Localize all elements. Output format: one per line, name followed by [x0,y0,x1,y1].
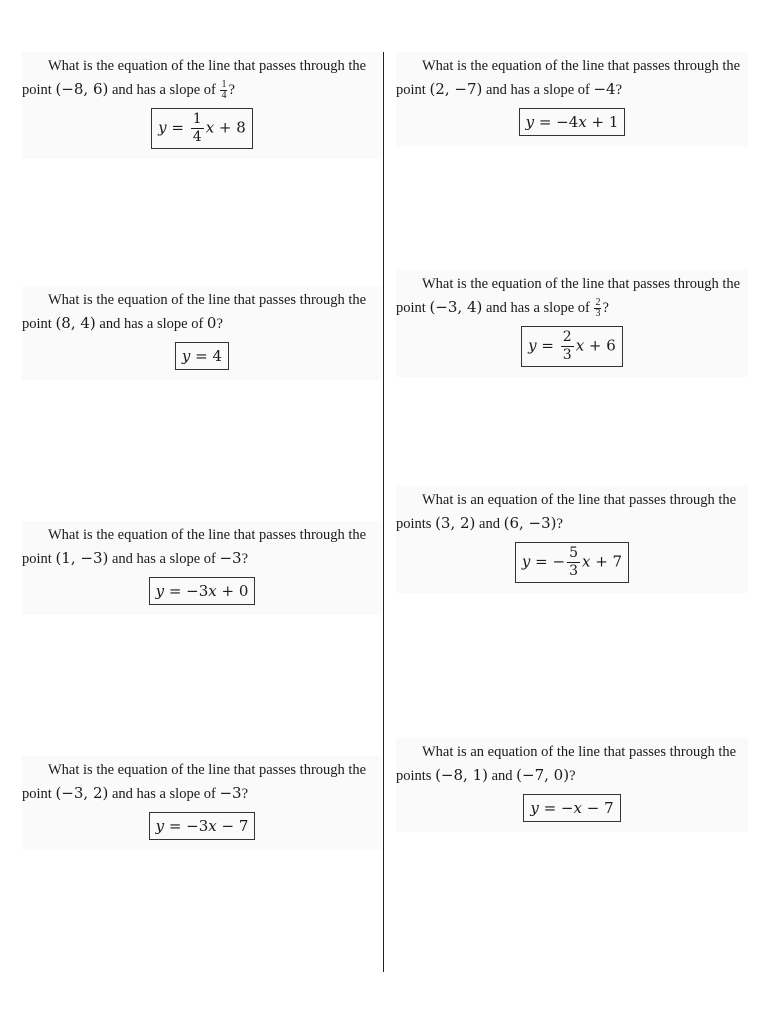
point-value: (−3, 2) [55,784,109,802]
point-value: (−8, 6) [55,80,109,98]
answer-box: y = −4x + 1 [519,108,626,136]
slope-fraction: $\frac{2}{3}$ [595,296,601,319]
problem-card [22,756,382,850]
question-text: What is an equation of the line that passes through the points (−8, 1) and (−7, 0)? [396,744,737,784]
problem-card [396,52,748,146]
answer-fraction: $\frac{5}{3}$ [569,545,578,579]
problem-card [396,270,748,377]
problem-card [22,521,382,615]
problem-card [22,286,382,380]
answer-box: y = 4 [175,342,229,370]
point-value: (6, −3) [503,514,557,532]
answer-fraction: $\frac{2}{3}$ [562,329,572,363]
slope-value: −3 [219,784,242,802]
question-text: What is the equation of the line that passes through the point (2, −7) and has a slope of −4? [396,58,741,98]
question-text: What is the equation of the line that passes through the point (−3, 4) and has a slope of $\frac{2}{3}$ ? [396,276,741,319]
question-text: What is the equation of the line that passes through the point (8, 4) and has a slope of 0? [22,292,367,332]
problem-card [396,738,748,832]
question-text: What is an equation of the line that passes through the points (3, 2) and (6, −3)? [396,492,737,532]
slope-value: −4 [593,80,616,98]
answer-box: y = $\frac{1}{4}$ x + 8 [151,108,253,149]
question-text: What is the equation of the line that passes through the point (1, −3) and has a slope of −3? [22,527,367,567]
problem-card [22,52,382,159]
answer-box: y = − $\frac{5}{3}$ x + 7 [515,542,629,583]
question-text: What is the equation of the line that passes through the point (−3, 2) and has a slope of −3? [22,762,367,802]
point-value: (8, 4) [55,314,96,332]
answer-box: y = $\frac{2}{3}$ x + 6 [521,326,623,367]
point-value: (1, −3) [55,549,109,567]
question-text: What is the equation of the line that passes through the point (−8, 6) and has a slope of $\frac{1}{4}$ ? [22,58,367,101]
point-value: (−8, 1) [435,766,488,784]
point-value: (−7, 0) [516,766,570,784]
answer-box: y = −3x + 0 [149,577,256,605]
slope-value: −3 [219,549,242,567]
answer-box: y = −3x − 7 [149,812,256,840]
answer-fraction: $\frac{1}{4}$ [192,111,202,145]
column-divider [383,52,384,972]
answer-box: y = −x − 7 [523,794,620,822]
slope-fraction: $\frac{1}{4}$ [221,78,227,101]
point-value: (−3, 4) [429,298,483,316]
point-value: (2, −7) [429,80,483,98]
point-value: (3, 2) [435,514,476,532]
slope-value: 0 [206,314,217,332]
problem-card [396,486,748,593]
